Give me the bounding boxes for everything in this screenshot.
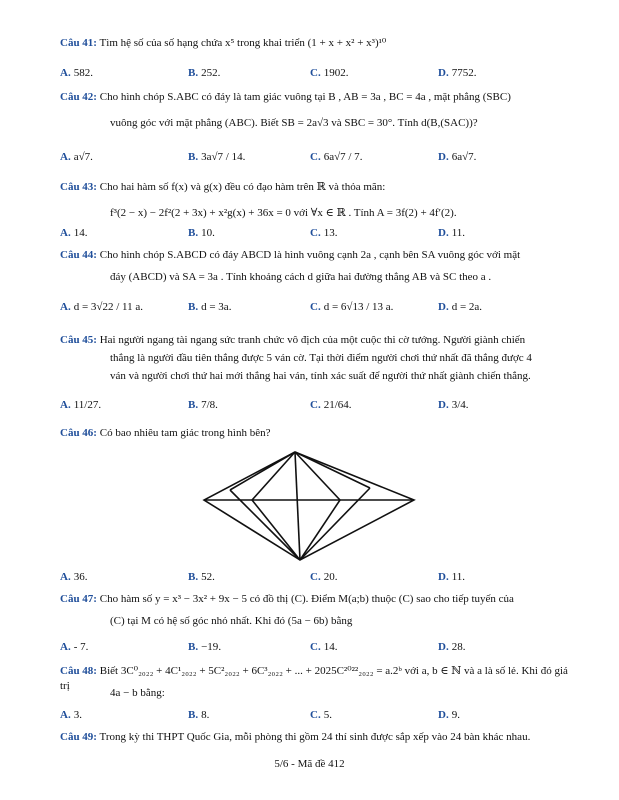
apex-line (295, 452, 340, 500)
option-b: B. 7/8. (188, 399, 218, 411)
option-d: D. 28. (438, 641, 466, 653)
question-text-line: f³(2 − x) − 2f²(2 + 3x) + x²g(x) + 36x = 0 với ∀x ∈ ℝ . Tính A = 3f(2) + 4f′(2). (110, 207, 457, 219)
option-d: D. d = 2a. (438, 301, 483, 313)
question-number: Câu 41: (60, 37, 97, 49)
question-text: Hai người ngang tài ngang sức tranh chức vô địch của một cuộc thi cờ tướng. Người giành chiến (99, 334, 526, 346)
apex-line (252, 452, 295, 500)
option-a: A. a√7. (60, 151, 93, 163)
apex-line (295, 452, 370, 488)
question-49 (60, 730, 580, 745)
question-number: Câu 44: (60, 249, 97, 261)
option-b: B. 52. (188, 571, 215, 583)
option-a: A. d = 3√22 / 11 a. (60, 301, 143, 313)
option-c: C. 13. (310, 227, 338, 239)
option-c: C. 5. (310, 709, 332, 721)
question-42 (60, 90, 580, 105)
option-b: B. −19. (188, 641, 222, 653)
option-c: C. 20. (310, 571, 338, 583)
question-text: Cho hai hàm số f(x) và g(x) đều có đạo hàm trên ℝ và thỏa mãn: (99, 181, 386, 193)
question-number: Câu 43: (60, 181, 97, 193)
question-text-line: 4a − b bằng: (110, 687, 165, 699)
question-text-line: thắng là người đầu tiên thắng được 5 ván cờ. Tại thời điểm người chơi thứ nhất đã thắng được 4 (110, 352, 532, 364)
option-c: C. 14. (310, 641, 338, 653)
option-d: D. 11. (438, 571, 466, 583)
page-footer: 5/6 - Mã đề 412 (274, 758, 345, 770)
option-d: D. 6a√7. (438, 151, 477, 163)
option-c: C. 6a√7 / 7. (310, 151, 363, 163)
apex-line (295, 452, 300, 560)
option-d: D. 3/4. (438, 399, 469, 411)
option-b: B. 3a√7 / 14. (188, 151, 246, 163)
option-b: B. d = 3a. (188, 301, 232, 313)
option-a: A. 3. (60, 709, 82, 721)
question-text: Cho hình chóp S.ABC có đáy là tam giác vuông tại B , AB = 3a , BC = 4a , mặt phẳng (SBC) (99, 91, 511, 103)
question-text-line: vuông góc với mặt phẳng (ABC). Biết SB = 2a√3 và SBC = 30°. Tính d(B,(SAC))? (110, 117, 478, 129)
question-text: Tìm hệ số của số hạng chứa x⁵ trong khai triển (1 + x + x² + x³)¹⁰ (99, 37, 387, 49)
option-c: C. d = 6√13 / 13 a. (310, 301, 394, 313)
question-number: Câu 45: (60, 334, 97, 346)
question-41 (60, 36, 580, 51)
option-a: A. 11/27. (60, 399, 102, 411)
option-b: B. 252. (188, 67, 221, 79)
apex-line (300, 488, 370, 560)
question-text: Cho hình chóp S.ABCD có đáy ABCD là hình vuông cạnh 2a , cạnh bên SA vuông góc với mặt (99, 249, 521, 261)
question-43 (60, 180, 580, 195)
apex-line (230, 452, 295, 490)
question-text-line: đáy (ABCD) và SA = 3a . Tính khoảng cách d giữa hai đường thẳng AB và SC theo a . (110, 271, 492, 283)
question-number: Câu 46: (60, 427, 97, 439)
question-46 (60, 426, 580, 441)
question-text: Trong kỳ thi THPT Quốc Gia, mỗi phòng thi gồm 24 thí sinh được sắp xếp vào 24 bàn khác nhau. (99, 731, 531, 743)
option-d: D. 11. (438, 227, 466, 239)
option-d: D. 7752. (438, 67, 477, 79)
question-number: Câu 49: (60, 731, 97, 743)
question-47 (60, 592, 580, 607)
question-text: Có bao nhiêu tam giác trong hình bên? (99, 427, 271, 439)
question-45 (60, 333, 580, 348)
option-a: A. 36. (60, 571, 88, 583)
rhombus-outline (204, 452, 414, 560)
question-text: Cho hàm số y = x³ − 3x² + 9x − 5 có đồ thị (C). Điểm M(a;b) thuộc (C) sao cho tiếp tuyến của (99, 593, 514, 605)
question-text-line: (C) tại M có hệ số góc nhỏ nhất. Khi đó (5a − 6b) bằng (110, 615, 353, 627)
question-number: Câu 47: (60, 593, 97, 605)
option-c: C. 21/64. (310, 399, 352, 411)
apex-line (300, 500, 340, 560)
option-b: B. 8. (188, 709, 210, 721)
apex-line (252, 500, 300, 560)
question-44 (60, 248, 580, 263)
option-d: D. 9. (438, 709, 460, 721)
option-a: A. - 7. (60, 641, 89, 653)
option-a: A. 582. (60, 67, 93, 79)
triangle-figure (200, 448, 420, 564)
question-number: Câu 48: (60, 665, 97, 677)
question-text: Biết 3C⁰₂₀₂₂ + 4C¹₂₀₂₂ + 5C²₂₀₂₂ + 6C³₂₀₂₂ + ... + 2025C²⁰²²₂₀₂₂ = a.2ᵇ với a, b ∈ ℕ và a là số lẻ. Khi đó giá trị (60, 665, 568, 692)
option-c: C. 1902. (310, 67, 349, 79)
question-number: Câu 42: (60, 91, 97, 103)
question-text-line: ván và người chơi thứ hai mới thắng hai ván, tính xác suất để người thứ nhất giành chiến thắng. (110, 370, 531, 382)
option-a: A. 14. (60, 227, 88, 239)
option-b: B. 10. (188, 227, 215, 239)
